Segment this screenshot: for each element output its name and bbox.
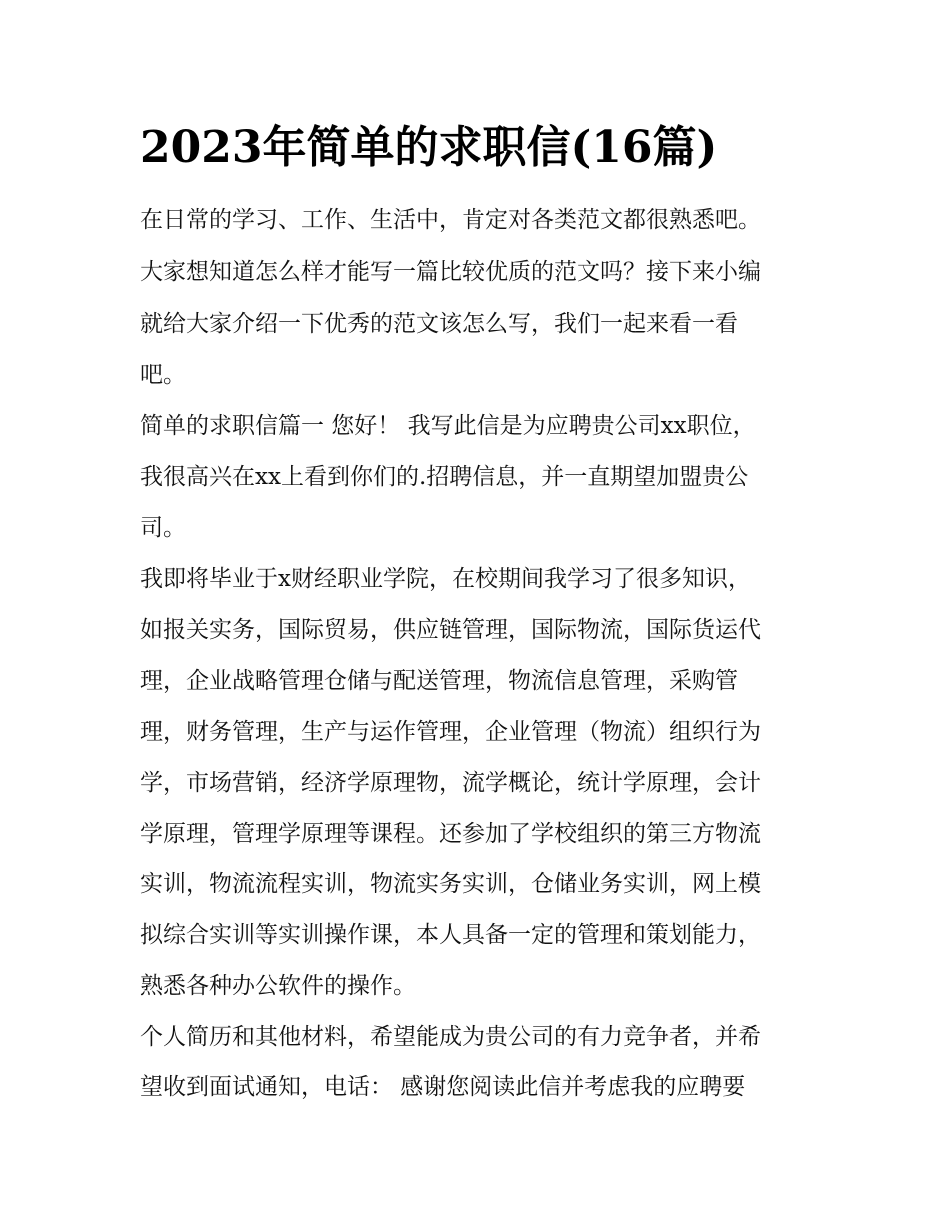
body-line: 我即将毕业于x财经职业学院，在校期间我学习了很多知识， — [140, 566, 751, 592]
body-line: 望收到面试通知，电话： 感谢您阅读此信并考虑我的应聘要 — [140, 1074, 746, 1100]
body-line: 简单的求职信篇一 您好！ 我写此信是为应聘贵公司xx职位， — [140, 413, 756, 439]
body-line: 我很高兴在xx上看到你们的.招聘信息，并一直期望加盟贵公 — [140, 464, 749, 490]
body-line: 理，财务管理，生产与运作管理，企业管理（物流）组织行为 — [140, 719, 761, 745]
body-line: 个人简历和其他材料，希望能成为贵公司的有力竞争者，并希 — [140, 1024, 761, 1050]
body-line: 拟综合实训等实训操作课，本人具备一定的管理和策划能力， — [140, 922, 761, 948]
body-line: 熟悉各种办公软件的操作。 — [140, 973, 416, 999]
body-line: 学，市场营销，经济学原理物，流学概论，统计学原理，会计 — [140, 770, 761, 796]
body-line: 实训，物流流程实训，物流实务实训，仓储业务实训，网上模 — [140, 871, 761, 897]
body-line: 就给大家介绍一下优秀的范文该怎么写，我们一起来看一看 — [140, 311, 738, 337]
body-line: 理，企业战略管理仓储与配送管理，物流信息管理，采购管 — [140, 668, 738, 694]
body-line: 吧。 — [140, 362, 186, 388]
body-line: 学原理，管理学原理等课程。还参加了学校组织的第三方物流 — [140, 821, 761, 847]
body-line: 在日常的学习、工作、生活中，肯定对各类范文都很熟悉吧。 — [140, 207, 761, 233]
document-title: 2023年简单的求职信(16篇) — [140, 122, 718, 173]
body-line: 如报关实务，国际贸易，供应链管理，国际物流，国际货运代 — [140, 617, 761, 643]
body-line: 司。 — [140, 515, 186, 541]
body-line: 大家想知道怎么样才能写一篇比较优质的范文吗？接下来小编 — [140, 259, 761, 285]
